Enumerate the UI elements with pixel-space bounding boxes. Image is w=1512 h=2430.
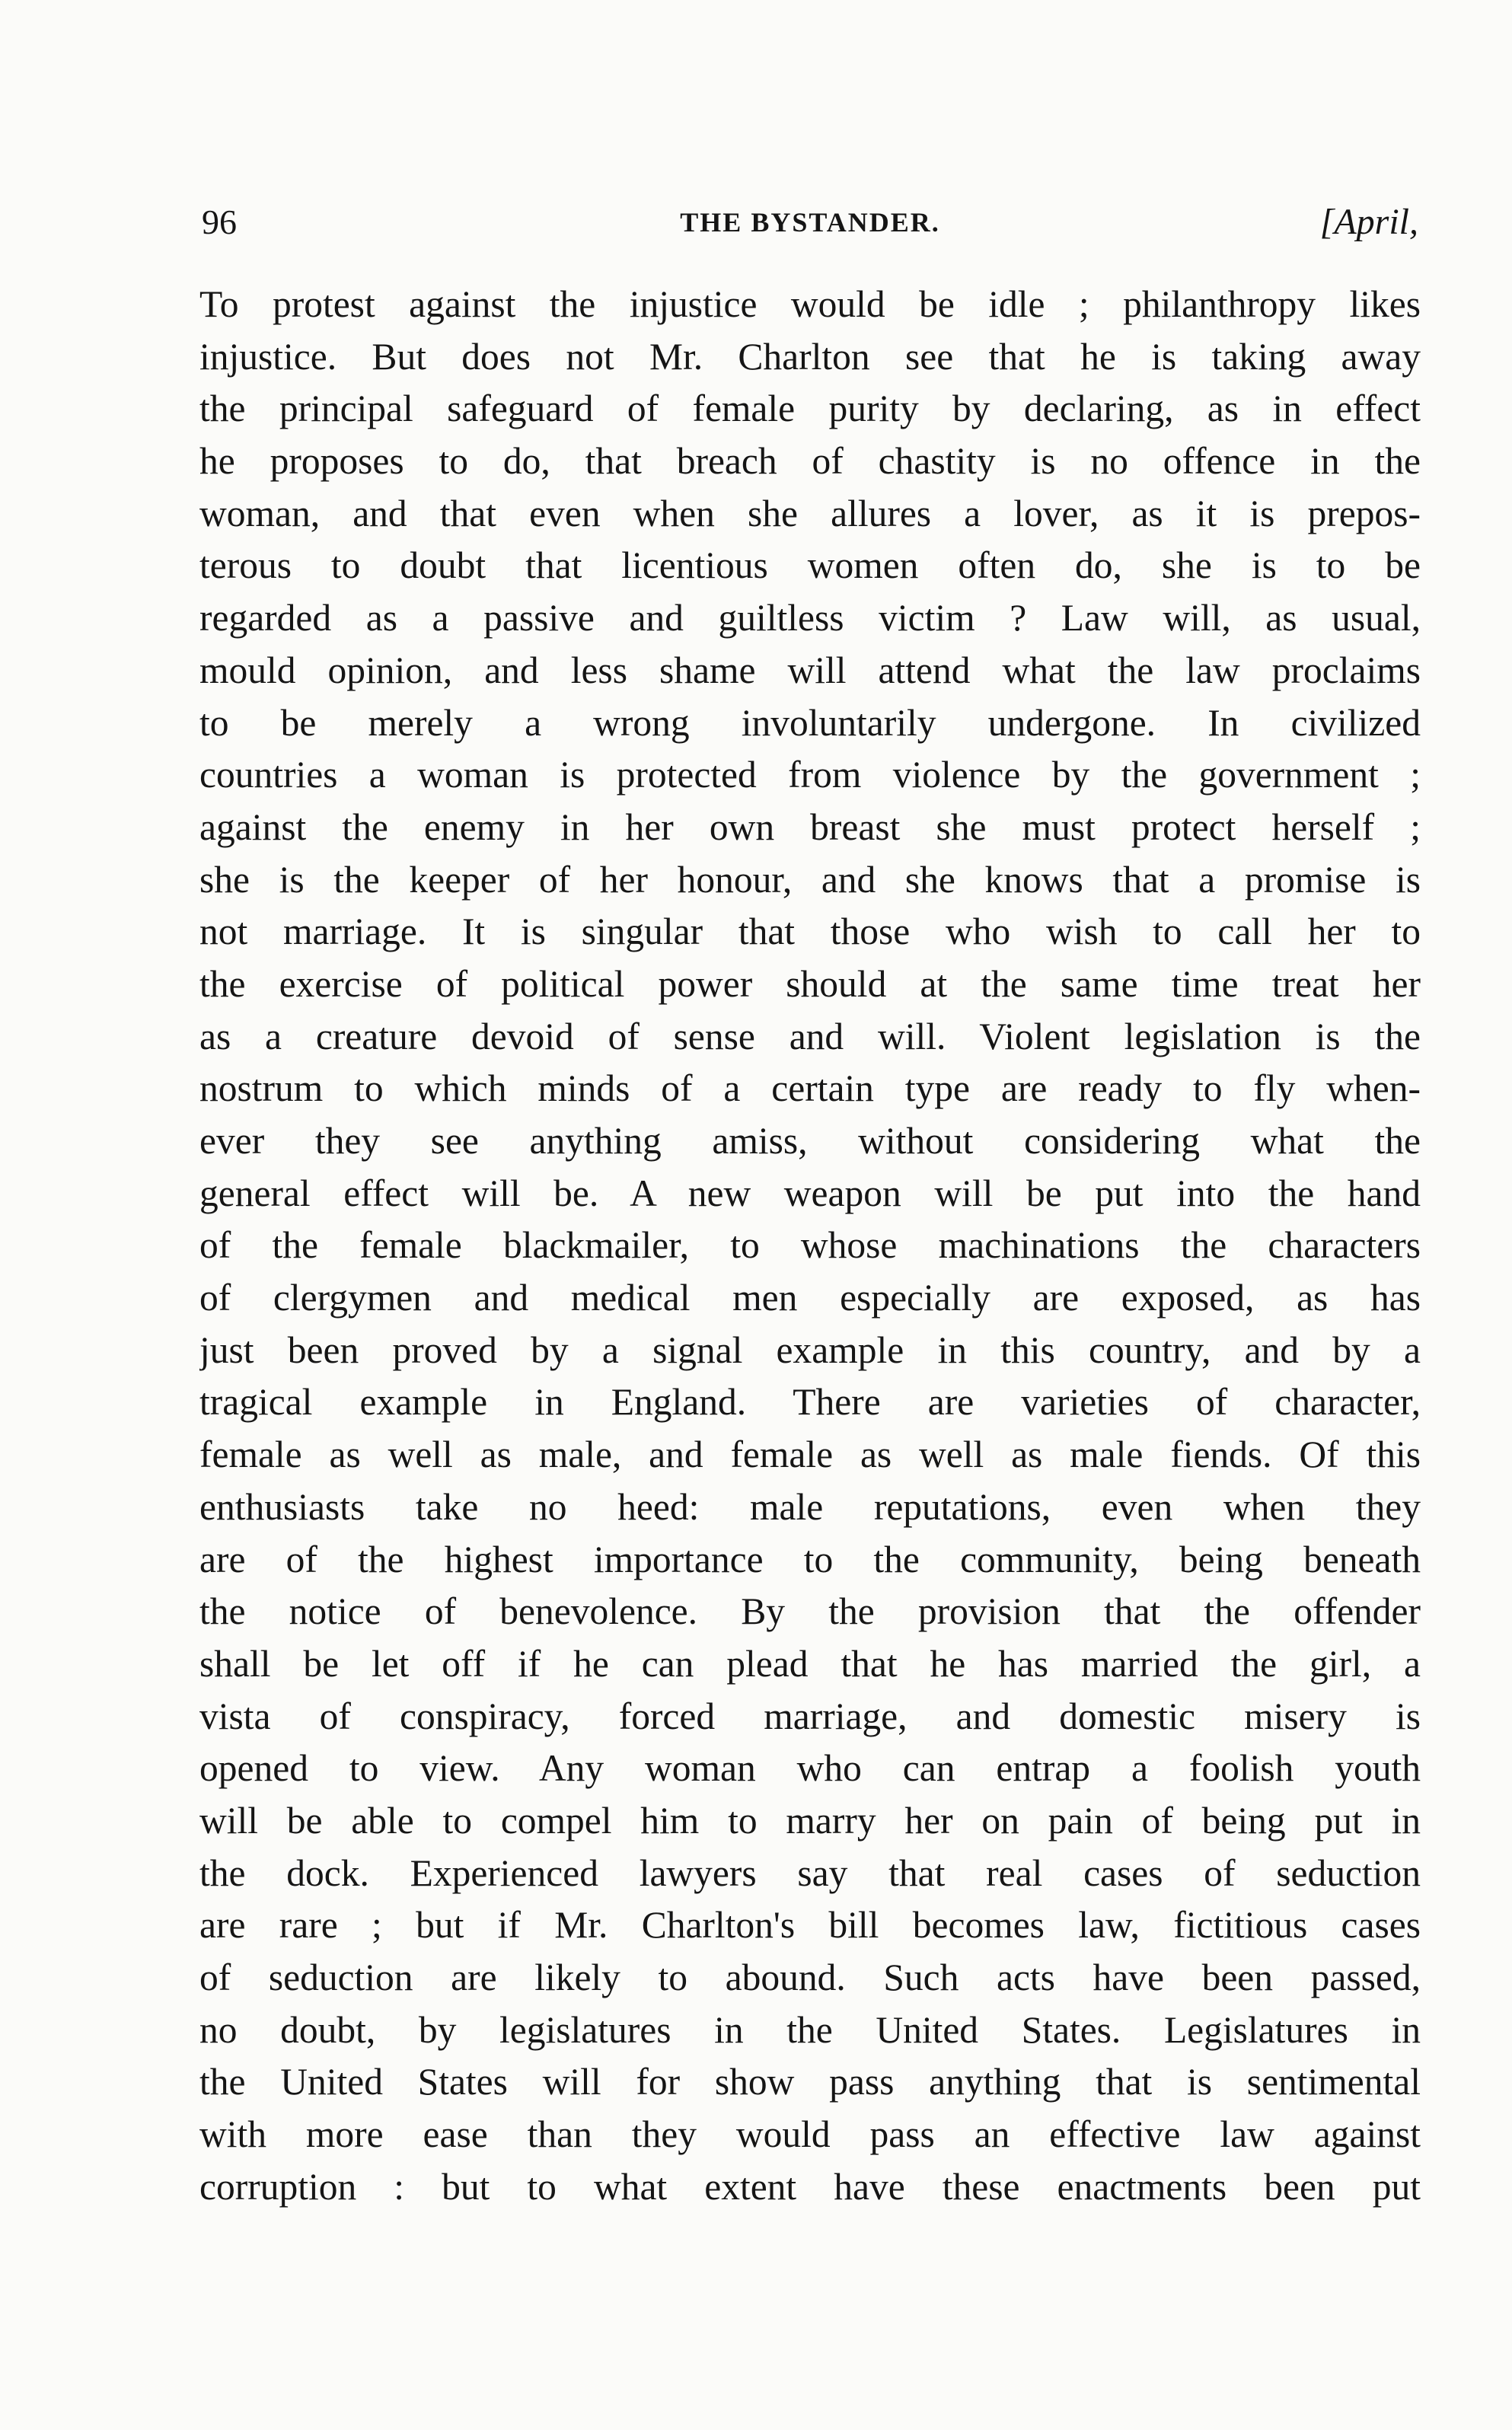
text-line: the exercise of political power should at the same time treat her [199, 962, 1421, 1005]
text-line: nostrum to which minds of a certain type are ready to fly when- [199, 1067, 1421, 1110]
text-line: tragical example in England. There are varieties of character, [199, 1381, 1421, 1424]
text-line: enthusiasts take no heed: male reputations, even when they [199, 1485, 1421, 1528]
running-head: THE BYSTANDER. [680, 207, 940, 238]
text-line: no doubt, by legislatures in the United States. Legislatures in [199, 2008, 1421, 2051]
text-line: general effect will be. A new weapon will be put into the hand [199, 1172, 1421, 1214]
text-line: mould opinion, and less shame will attend what the law proclaims [199, 649, 1421, 691]
text-line: not marriage. It is singular that those who wish to call her to [199, 910, 1421, 953]
text-line: woman, and that even when she allures a lover, as it is prepos- [199, 492, 1421, 534]
text-line: injustice. But does not Mr. Charlton see that he is taking away [199, 335, 1421, 378]
text-line: just been proved by a signal example in this country, and by a [199, 1328, 1421, 1371]
text-line: vista of conspiracy, forced marriage, and domestic misery is [199, 1695, 1421, 1737]
text-line: of clergymen and medical men especially are exposed, as has [199, 1277, 1421, 1319]
body-paragraph [199, 279, 1421, 2213]
text-line: female as well as male, and female as well as male fiends. Of this [199, 1433, 1421, 1476]
text-line: she is the keeper of her honour, and she knows that a promise is [199, 858, 1421, 901]
text-line: ever they see anything amiss, without considering what the [199, 1120, 1421, 1162]
text-line: To protest against the injustice would be idle ; philanthropy likes [199, 283, 1421, 325]
text-line: of seduction are likely to abound. Such acts have been passed, [199, 1956, 1421, 1998]
text-line: as a creature devoid of sense and will. Violent legislation is the [199, 1015, 1421, 1057]
page-number: 96 [202, 202, 237, 241]
text-line: he proposes to do, that breach of chastity is no offence in the [199, 440, 1421, 483]
text-line: the dock. Experienced lawyers say that real cases of seduction [199, 1851, 1421, 1894]
text-line: are rare ; but if Mr. Charlton's bill becomes law, fictitious cases [199, 1904, 1421, 1947]
text-line: will be able to compel him to marry her on pain of being put in [199, 1799, 1421, 1842]
text-line: of the female blackmailer, to whose machinations the characters [199, 1224, 1421, 1267]
text-line: regarded as a passive and guiltless victim ? Law will, as usual, [199, 597, 1421, 639]
text-line: the United States will for show pass anything that is sentimental [199, 2061, 1421, 2103]
text-line: the notice of benevolence. By the provision that the offender [199, 1590, 1421, 1633]
text-line: shall be let off if he can plead that he has married the girl, a [199, 1642, 1421, 1685]
text-line: the principal safeguard of female purity by declaring, as in effect [199, 387, 1421, 430]
text-line: are of the highest importance to the community, being beneath [199, 1538, 1421, 1580]
page-header [202, 199, 1418, 245]
running-head-month: [April, [1319, 202, 1418, 242]
text-line: terous to doubt that licentious women often do, she is to be [199, 544, 1421, 587]
text-line: corruption : but to what extent have these enactments been put [199, 2165, 1421, 2208]
text-line: to be merely a wrong involuntarily undergone. In civilized [199, 701, 1421, 744]
text-line: with more ease than they would pass an effective law against [199, 2113, 1421, 2156]
text-line: opened to view. Any woman who can entrap a foolish youth [199, 1747, 1421, 1790]
text-line: countries a woman is protected from violence by the government ; [199, 754, 1421, 796]
text-line: against the enemy in her own breast she must protect herself ; [199, 805, 1421, 848]
